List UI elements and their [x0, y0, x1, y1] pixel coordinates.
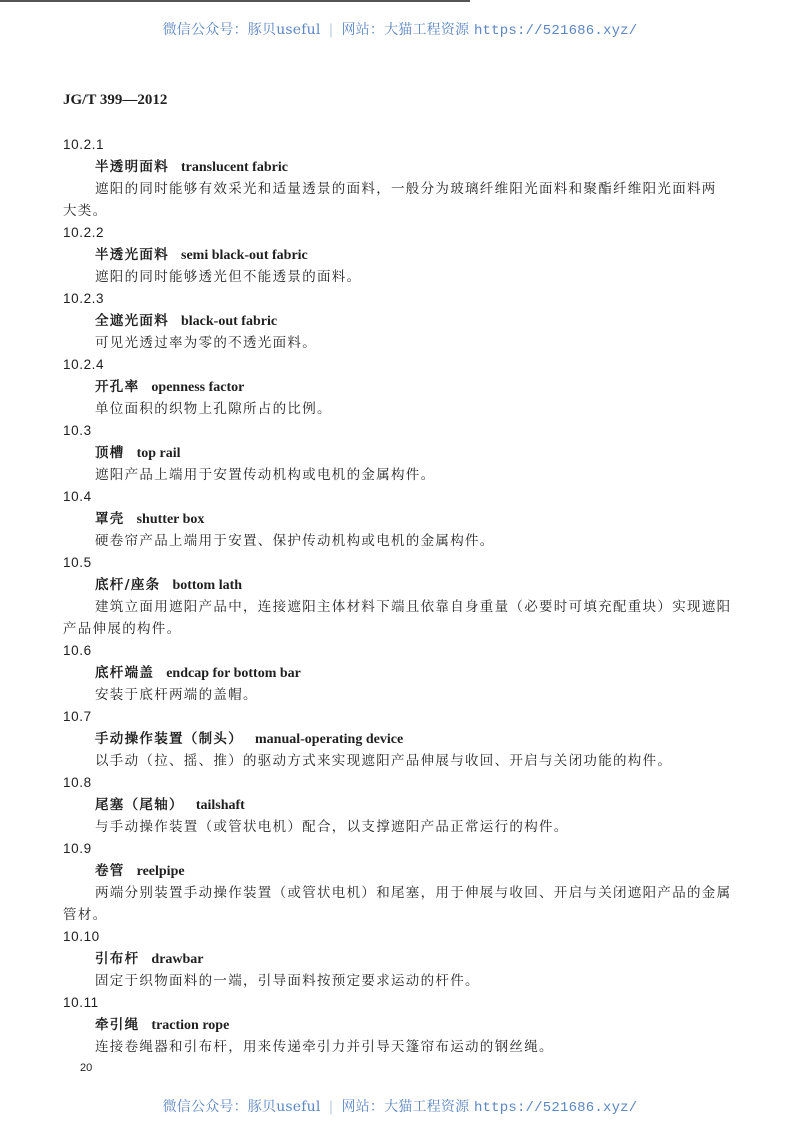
- definition-line: 大类。: [63, 203, 108, 219]
- page-number: 20: [80, 1062, 93, 1074]
- definition-line: 管材。: [63, 907, 108, 923]
- definition-line: 遮阳的同时能够透光但不能透景的面料。: [95, 269, 362, 285]
- term-entry: [63, 420, 743, 486]
- term-english: bottom lath: [172, 578, 243, 593]
- term-english: translucent fabric: [181, 160, 288, 175]
- term-english: openness factor: [151, 380, 245, 395]
- definition-line: 安装于底杆两端的盖帽。: [95, 687, 258, 703]
- definition-line: 两端分别装置手动操作装置（或管状电机）和尾塞，用于伸展与收回、开启与关闭遮阳产品的金属: [95, 885, 732, 901]
- term-english: semi black-out fabric: [181, 248, 308, 263]
- term-heading: [63, 156, 743, 178]
- term-heading: [63, 728, 743, 750]
- term-english: traction rope: [151, 1018, 230, 1033]
- term-chinese: 底杆/座条: [95, 577, 161, 593]
- term-heading: [63, 442, 743, 464]
- term-entry: [63, 134, 743, 222]
- term-heading: [63, 310, 743, 332]
- watermark-wechat: 微信公众号：豚贝useful: [162, 1099, 321, 1115]
- term-heading: [63, 1014, 743, 1036]
- clause-number: 10.10: [63, 929, 100, 944]
- watermark-separator: |: [328, 1099, 334, 1115]
- clause-number: 10.5: [63, 555, 92, 570]
- clause-number: 10.2.2: [63, 225, 105, 240]
- term-english: top rail: [136, 446, 181, 461]
- clause-number: 10.7: [63, 709, 92, 724]
- term-chinese: 半透光面料: [95, 247, 169, 263]
- term-heading: [63, 860, 743, 882]
- definition-line: 可见光透过率为零的不透光面料。: [95, 335, 317, 351]
- term-english: endcap for bottom bar: [166, 666, 301, 681]
- term-heading: [63, 574, 743, 596]
- term-entry: [63, 552, 743, 640]
- clause-number: 10.11: [63, 995, 99, 1010]
- clause-number: 10.2.4: [63, 357, 105, 372]
- clause-number: 10.2.1: [63, 137, 105, 152]
- watermark-site-label: 网站：大猫工程资源: [341, 1099, 470, 1115]
- term-chinese: 引布杆: [95, 951, 140, 967]
- term-chinese: 尾塞（尾轴）: [95, 797, 184, 813]
- definition-line: 与手动操作装置（或管状电机）配合，以支撑遮阳产品正常运行的构件。: [95, 819, 569, 835]
- definition-line: 硬卷帘产品上端用于安置、保护传动机构或电机的金属构件。: [95, 533, 495, 549]
- term-chinese: 卷管: [95, 863, 125, 879]
- definition-line: 以手动（拉、摇、推）的驱动方式来实现遮阳产品伸展与收回、开启与关闭功能的构件。: [95, 753, 673, 769]
- term-chinese: 半透明面料: [95, 159, 169, 175]
- definition-line: 固定于织物面料的一端，引导面料按预定要求运动的杆件。: [95, 973, 480, 989]
- scan-edge: [0, 0, 470, 2]
- standard-number: JG/T 399—2012: [63, 92, 168, 108]
- term-entry: [63, 706, 743, 772]
- watermark-wechat: 微信公众号：豚贝useful: [162, 22, 321, 38]
- term-entry: [63, 354, 743, 420]
- term-english: tailshaft: [195, 798, 245, 813]
- clause-number: 10.9: [63, 841, 92, 856]
- term-entry: [63, 640, 743, 706]
- term-heading: [63, 794, 743, 816]
- term-chinese: 底杆端盖: [95, 665, 155, 681]
- term-heading: [63, 244, 743, 266]
- term-english: shutter box: [136, 512, 205, 527]
- term-entry: [63, 926, 743, 992]
- term-entry: [63, 288, 743, 354]
- term-english: drawbar: [151, 952, 204, 967]
- term-entry: [63, 992, 743, 1058]
- watermark-url[interactable]: https://521686.xyz/: [473, 1100, 638, 1116]
- term-chinese: 开孔率: [95, 379, 140, 395]
- watermark-top: [0, 19, 800, 39]
- watermark-url[interactable]: https://521686.xyz/: [473, 23, 638, 39]
- term-english: black-out fabric: [181, 314, 278, 329]
- term-entry: [63, 486, 743, 552]
- term-entry: [63, 838, 743, 926]
- definition-line: 遮阳产品上端用于安置传动机构或电机的金属构件。: [95, 467, 436, 483]
- document-body: [63, 134, 743, 1058]
- term-chinese: 牵引绳: [95, 1017, 140, 1033]
- term-chinese: 全遮光面料: [95, 313, 169, 329]
- definition-line: 产品伸展的构件。: [63, 621, 182, 637]
- term-english: reelpipe: [136, 864, 185, 879]
- term-heading: [63, 376, 743, 398]
- term-heading: [63, 948, 743, 970]
- term-chinese: 顶槽: [95, 445, 125, 461]
- term-heading: [63, 508, 743, 530]
- definition-line: 单位面积的织物上孔隙所占的比例。: [95, 401, 332, 417]
- definition-line: 连接卷绳器和引布杆，用来传递牵引力并引导天篷帘布运动的钢丝绳。: [95, 1039, 554, 1055]
- term-entry: [63, 772, 743, 838]
- definition-line: 遮阳的同时能够有效采光和适量透景的面料，一般分为玻璃纤维阳光面料和聚酯纤维阳光面料两: [95, 181, 717, 197]
- clause-number: 10.3: [63, 423, 92, 438]
- watermark-site-label: 网站：大猫工程资源: [341, 22, 470, 38]
- term-english: manual-operating device: [255, 732, 404, 747]
- clause-number: 10.8: [63, 775, 92, 790]
- clause-number: 10.2.3: [63, 291, 105, 306]
- definition-line: 建筑立面用遮阳产品中，连接遮阳主体材料下端且依靠自身重量（必要时可填充配重块）实现遮阳: [95, 599, 732, 615]
- term-chinese: 手动操作装置（制头）: [95, 731, 243, 747]
- watermark-bottom: [0, 1096, 800, 1116]
- term-chinese: 罩壳: [95, 511, 125, 527]
- clause-number: 10.4: [63, 489, 92, 504]
- term-entry: [63, 222, 743, 288]
- clause-number: 10.6: [63, 643, 92, 658]
- term-heading: [63, 662, 743, 684]
- watermark-separator: |: [328, 22, 334, 38]
